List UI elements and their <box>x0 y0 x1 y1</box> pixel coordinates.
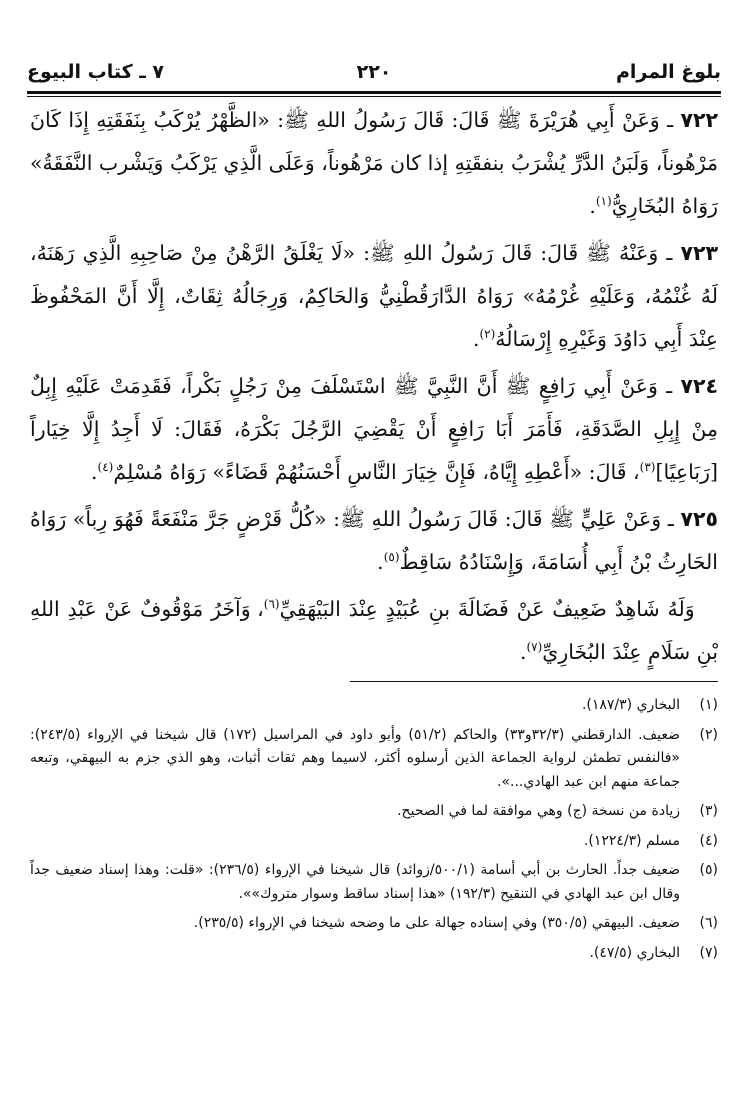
header-divider <box>27 91 721 97</box>
hadith-number: ٧٢٥ <box>680 507 718 531</box>
footnote <box>30 912 718 936</box>
hadith-number: ٧٢٣ <box>680 241 718 265</box>
footnote-text: ضعيف جداً. الحارث بن أبي أسامة (٥٠٠/١/زوائد) قال شيخنا في الإرواء (٢٣٦/٥): «قلت: وهذا إسناد ضعيف جداً وقال ابن عبد الهادي في التنقيح (١٩٢/٣) «هذا إسناد ساقط وسوار متروك»». <box>30 862 681 902</box>
hadith-725-continuation: وَلَهُ شَاهِدٌ ضَعِيفٌ عَنْ فَضَالَةَ بنِ عُبَيْدٍ عِنْدَ البَيْهَقِيِّ$^{(٦)}$، وَآخَرُ مَوْقُوفٌ عَنْ عَبْدِ اللهِ بْنِ سَلَامٍ عِنْدَ البُخَارِيِّ$^{(٧)}$. <box>30 597 718 664</box>
main-text <box>30 99 718 678</box>
footnote-ref: (٢) <box>479 327 496 342</box>
footnote-ref: (١) <box>595 194 612 209</box>
hadith-number: ٧٢٢ <box>680 108 718 132</box>
footnote <box>30 830 718 854</box>
footnote-text: ضعيف. البيهقي (٣٥٠/٥) وفي إسناده جهالة على ما وضحه شيخنا في الإرواء (٢٣٥/٥). <box>193 915 680 931</box>
footnote-number: (٦) <box>699 915 718 931</box>
hadith-724: ٧٢٤ ـ وَعَنْ أَبِي رَافِعٍ ﷺ أَنَّ النَّبِيَّ ﷺ اسْتَسْلَفَ مِنْ رَجُلٍ بَكْراً، فَقَدِمَتْ عَلَيْهِ إِبِلٌ مِنْ إِبِلِ الصَّدَقَةِ، فَأَمَرَ أَبَا رَافِعٍ أَنْ يَقْضِيَ الرَّجُلَ بَكْرَهُ، فَقَالَ: لَا أَجِدُ إِلَّا خِيَاراً [رَبَاعِيًا]$^{(٣)}$، قَالَ: «أَعْطِهِ إِيَّاهُ، فَإِنَّ خِيَارَ النَّاسِ أَحْسَنُهُمْ قَضَاءً» رَوَاهُ مُسْلِمٌ$^{(٤)}$. <box>30 374 718 484</box>
continuation-text: وَلَهُ شَاهِدٌ ضَعِيفٌ عَنْ فَضَالَةَ بنِ عُبَيْدٍ عِنْدَ البَيْهَقِيِّ <box>279 597 695 621</box>
footnote-ref: (٦) <box>263 597 280 612</box>
footnote-text: مسلم (١٢٢٤/٣). <box>583 832 680 849</box>
footnote <box>30 859 718 906</box>
hadith-text: وَعَنْ أَبِي رَافِعٍ ﷺ أَنَّ النَّبِيَّ ﷺ اسْتَسْلَفَ مِنْ رَجُلٍ بَكْراً، فَقَدِمَتْ عَلَيْهِ إِبِلٌ مِنْ إِبِلِ الصَّدَقَةِ، فَأَمَرَ أَبَا رَافِعٍ أَنْ يَقْضِيَ الرَّجُلَ بَكْرَهُ، فَقَالَ: لَا أَجِدُ إِلَّا خِيَاراً [رَبَاعِيًا] <box>30 374 718 484</box>
hadith-text: وَعَنْ أَبِي هُرَيْرَةَ ﷺ قَالَ: قَالَ رَسُولُ اللهِ ﷺ: «الظَّهْرُ يُرْكَبُ بِنَفَقَتِهِ إِذَا كَانَ مَرْهُوناً، وَلَبَنُ الدَّرِّ يُشْرَبُ بنفقَتِهِ إذا كان مَرْهُوناً، وَعَلَى الَّذِي يَرْكَبُ وَيَشْرب النَّفَقَةُ» رَوَاهُ البُخَارِيُّ <box>30 108 718 218</box>
footnote <box>30 694 718 718</box>
hadith-number: ٧٢٤ <box>680 374 718 398</box>
footnote-ref: (٤) <box>97 460 114 475</box>
footnote-ref: (٣) <box>639 460 656 475</box>
footnote-number: (٥) <box>699 862 718 878</box>
footnote-number: (٢) <box>699 726 718 743</box>
footnote-number: (٤) <box>699 832 718 849</box>
hadith-text-cont: ، قَالَ: «أَعْطِهِ إِيَّاهُ، فَإِنَّ خِيَارَ النَّاسِ أَحْسَنُهُمْ قَضَاءً» رَوَاهُ مُسْلِمٌ <box>113 460 640 484</box>
footnote-ref: (٥) <box>383 550 400 565</box>
footnote-divider <box>350 681 718 682</box>
hadith-723: ٧٢٣ ـ وَعَنْهُ ﷺ قَالَ: قَالَ رَسُولُ اللهِ ﷺ: «لَا يَغْلَقُ الرَّهْنُ مِنْ صَاحِبِهِ الَّذِي رَهَنَهُ، لَهُ غُنْمُهُ، وَعَلَيْهِ غُرْمُهُ» رَوَاهُ الدَّارَقُطْنِيُّ وَالحَاكِمُ، وَرِجَالُهُ ثِقَاتٌ، إِلَّا أَنَّ المَحْفُوظَ عِنْدَ أَبِي دَاوُدَ وَغَيْرِهِ إِرْسَالُهُ$^{(٢)}$. <box>30 241 718 351</box>
footnote-number: (٣) <box>699 803 718 819</box>
hadith-725: ٧٢٥ ـ وَعَنْ عَلِيٍّ ﷺ قَالَ: قَالَ رَسُولُ اللهِ ﷺ: «كُلُّ قَرْضٍ جَرَّ مَنْفَعَةً فَهُوَ رِباً» رَوَاهُ الحَارِثُ بْنُ أَبِي أُسَامَةَ، وَإِسْنَادُهُ سَاقِطٌ$^{(٥)}$. <box>30 507 718 574</box>
hadith-722: ٧٢٢ ـ وَعَنْ أَبِي هُرَيْرَةَ ﷺ قَالَ: قَالَ رَسُولُ اللهِ ﷺ: «الظَّهْرُ يُرْكَبُ بِنَفَقَتِهِ إِذَا كَانَ مَرْهُوناً، وَلَبَنُ الدَّرِّ يُشْرَبُ بنفقَتِهِ إذا كان مَرْهُوناً، وَعَلَى الَّذِي يَرْكَبُ وَيَشْرب النَّفَقَةُ» رَوَاهُ البُخَارِيُّ$^{(١)}$. <box>30 108 718 218</box>
chapter-title: ٧ ـ كتاب البيوع <box>27 61 165 83</box>
footnote-text: البخاري (١٨٧/٣). <box>581 697 680 713</box>
continuation-text-cont: ، وَآخَرُ مَوْقُوفٌ عَنْ عَبْدِ اللهِ بْنِ سَلَامٍ عِنْدَ البُخَارِيِّ <box>30 597 718 664</box>
footnote-text: زيادة من نسخة (ج) وهي موافقة لما في الصحيح. <box>397 803 680 819</box>
hadith-text: وَعَنْ عَلِيٍّ ﷺ قَالَ: قَالَ رَسُولُ اللهِ ﷺ: «كُلُّ قَرْضٍ جَرَّ مَنْفَعَةً فَهُوَ رِباً» رَوَاهُ الحَارِثُ بْنُ أَبِي أُسَامَةَ، وَإِسْنَادُهُ سَاقِطٌ <box>30 507 718 574</box>
footnote <box>30 800 718 824</box>
footnote <box>30 724 718 795</box>
footnote-text: البخاري (٤٧/٥). <box>589 944 680 961</box>
page-header <box>27 54 721 90</box>
book-title: بلوغ المرام <box>615 61 721 83</box>
footnote-ref: (٧) <box>526 640 543 655</box>
footnote-text: ضعيف. الدارقطني (٣٢/٣و٣٣) والحاكم (٥١/٢) وأبو داود في المراسيل (١٧٢) قال شيخنا في الإرواء (٢٤٣/٥): «فالنفس تطمئن لرواية الجماعة الذين أرسلوه أكثر، لاسيما وهم ثقات أثبات، وهو الذي جزم به البيهقي، وتبعه جماعة منهم ابن عبد الهادي...». <box>30 726 680 790</box>
footnote-number: (١) <box>699 697 718 713</box>
page-number: ٢٢٠ <box>356 61 392 83</box>
footnote-number: (٧) <box>699 944 718 961</box>
hadith-text: وَعَنْهُ ﷺ قَالَ: قَالَ رَسُولُ اللهِ ﷺ: «لَا يَغْلَقُ الرَّهْنُ مِنْ صَاحِبِهِ الَّذِي رَهَنَهُ، لَهُ غُنْمُهُ، وَعَلَيْهِ غُرْمُهُ» رَوَاهُ الدَّارَقُطْنِيُّ وَالحَاكِمُ، وَرِجَالُهُ ثِقَاتٌ، إِلَّا أَنَّ المَحْفُوظَ عِنْدَ أَبِي دَاوُدَ وَغَيْرِهِ إِرْسَالُهُ <box>30 241 718 351</box>
footnotes <box>30 694 718 971</box>
footnote <box>30 942 718 966</box>
